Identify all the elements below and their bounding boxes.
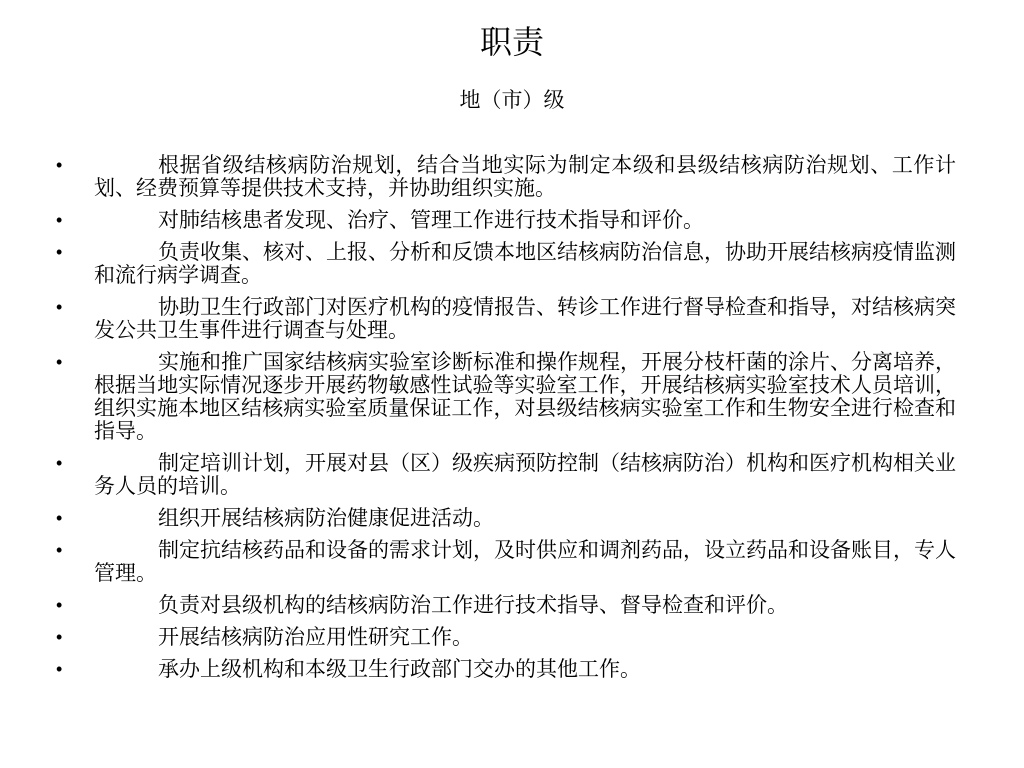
bullet-icon: •	[56, 297, 63, 317]
list-item	[56, 209, 956, 232]
bullet-icon: •	[56, 595, 63, 615]
list-item-text: 承办上级机构和本级卫生行政部门交办的其他工作。	[158, 657, 641, 681]
list-item	[56, 594, 956, 617]
list-item	[56, 351, 956, 443]
list-item	[56, 626, 956, 649]
bullet-icon: •	[56, 155, 63, 175]
list-item	[56, 507, 956, 530]
list-item	[56, 658, 956, 681]
list-item-text: 开展结核病防治应用性研究工作。	[158, 625, 473, 649]
list-item-text: 负责收集、核对、上报、分析和反馈本地区结核病防治信息，协助开展结核病疫情监测和流行病学调查。	[94, 240, 956, 287]
list-item-text: 实施和推广国家结核病实验室诊断标准和操作规程，开展分枝杆菌的涂片、分离培养，根据当地实际情况逐步开展药物敏感性试验等实验室工作，开展结核病实验室技术人员培训，组织实施本地区结核病实验室质量保证工作，对县级结核病实验室工作和生物安全进行检查和指导。	[94, 350, 956, 443]
list-item-text: 协助卫生行政部门对医疗机构的疫情报告、转诊工作进行督导检查和指导，对结核病突发公共卫生事件进行调查与处理。	[94, 295, 956, 342]
list-item	[56, 154, 956, 200]
list-item-text: 负责对县级机构的结核病防治工作进行技术指导、督导检查和评价。	[158, 593, 788, 617]
list-item	[56, 241, 956, 287]
bullet-icon: •	[56, 508, 63, 528]
slide-subtitle: 地（市）级	[459, 88, 565, 112]
list-item-text: 制定抗结核药品和设备的需求计划，及时供应和调剂药品，设立药品和设备账目，专人管理。	[94, 538, 956, 585]
bullet-icon: •	[56, 659, 63, 679]
bullet-icon: •	[56, 453, 63, 473]
bullet-icon: •	[56, 352, 63, 372]
bullet-icon: •	[56, 210, 63, 230]
responsibility-list	[56, 154, 956, 690]
list-item-text: 对肺结核患者发现、治疗、管理工作进行技术指导和评价。	[158, 208, 704, 232]
slide-title: 职责	[479, 23, 544, 61]
bullet-icon: •	[56, 540, 63, 560]
bullet-icon: •	[56, 627, 63, 647]
list-item-text: 组织开展结核病防治健康促进活动。	[158, 506, 494, 530]
list-item	[56, 452, 956, 498]
list-item-text: 制定培训计划，开展对县（区）级疾病预防控制（结核病防治）机构和医疗机构相关业务人员的培训。	[94, 451, 956, 498]
list-item	[56, 296, 956, 342]
list-item-text: 根据省级结核病防治规划，结合当地实际为制定本级和县级结核病防治规划、工作计划、经费预算等提供技术支持，并协助组织实施。	[94, 153, 956, 200]
list-item	[56, 539, 956, 585]
bullet-icon: •	[56, 242, 63, 262]
